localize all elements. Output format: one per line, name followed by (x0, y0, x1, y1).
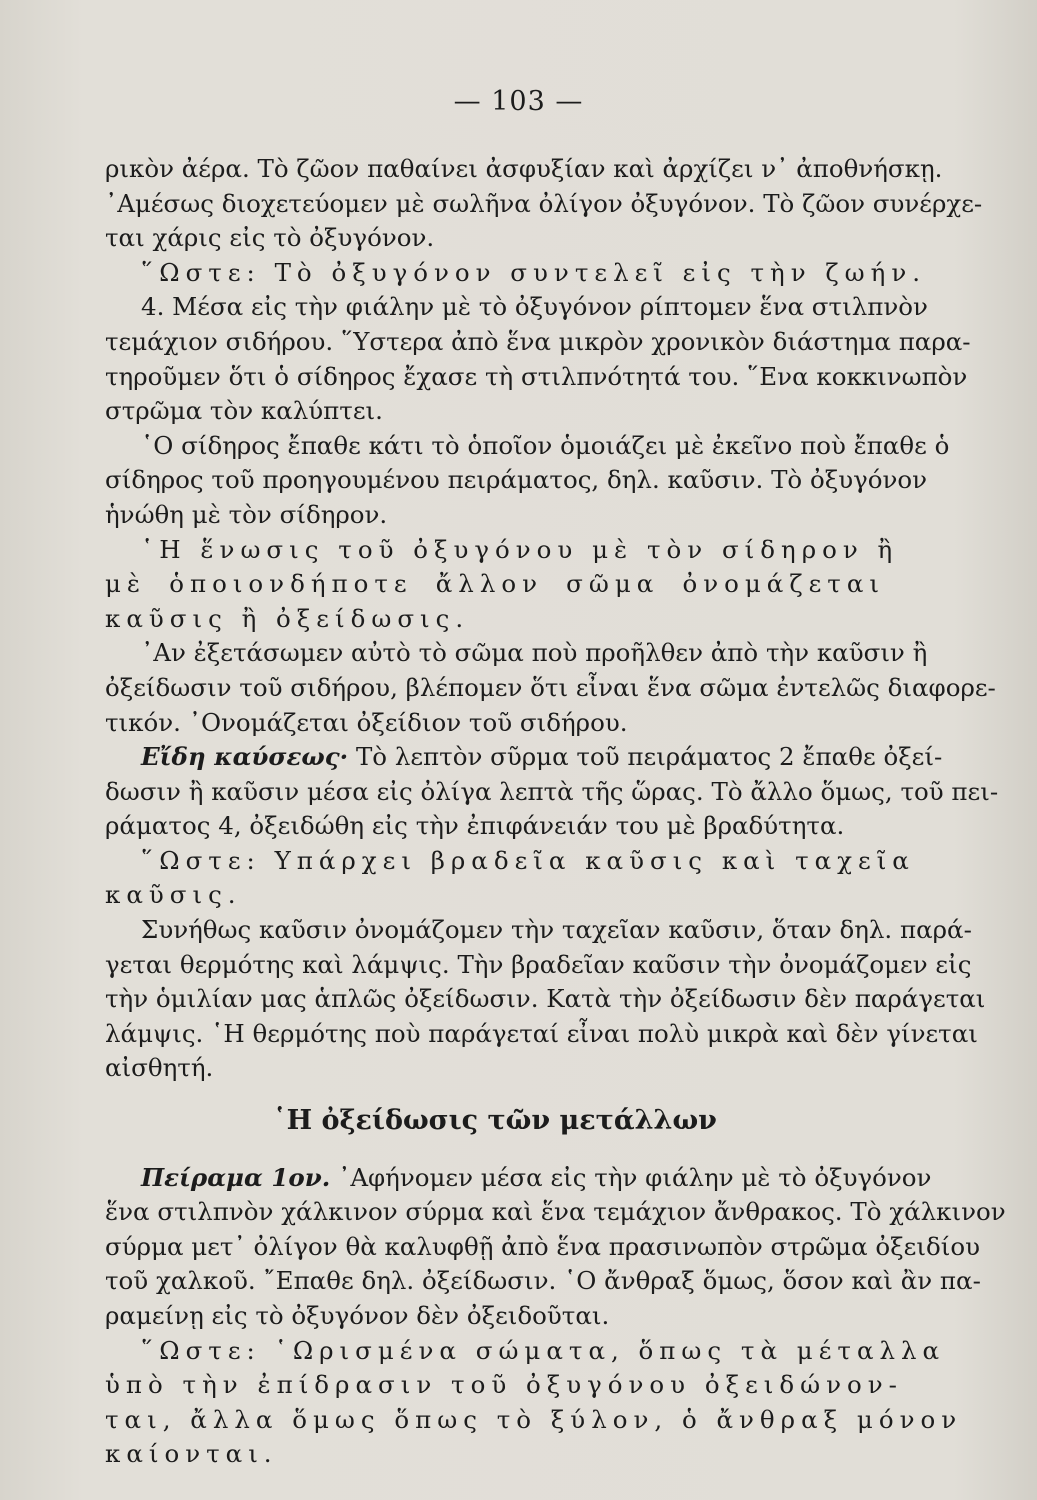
text-line: ῾Ο σίδηρος ἔπαθε κάτι τὸ ὁποῖον ὁμοιάζει μὲ ἐκεῖνο ποὺ ἔπαθε ὁ (141, 430, 950, 460)
text-line: ἡνώθη μὲ τὸν σίδηρον. (105, 499, 388, 529)
text-line: ὑπὸ τὴν ἐπίδρασιν τοῦ ὀξυγόνου ὀξειδώνον- (105, 1370, 903, 1400)
text-line: ράματος 4, ὀξειδώθη εἰς τὴν ἐπιφάνειάν του μὲ βραδύτητα. (105, 811, 845, 841)
text-line: ται, ἄλλα ὅμως ὅπως τὸ ξύλον, ὁ ἄνθραξ μόνον (105, 1404, 963, 1434)
text-line: 4. Μέσα εἰς τὴν φιάλην μὲ τὸ ὀξυγόνον ρίπτομεν ἕνα στιλπνὸν (141, 292, 928, 322)
body-text (105, 152, 1006, 1472)
text-line: ἕνα στιλπνὸν χάλκινον σύρμα καὶ ἕνα τεμάχιον ἄνθρακος. Τὸ χάλκινον (105, 1197, 1006, 1227)
text-line: ῞Ωστε: Τὸ ὀξυγόνον συντελεῖ εἰς τὴν ζωήν. (141, 257, 927, 287)
text-line: τεμάχιον σιδήρου. ῞Υστερα ἀπὸ ἕνα μικρὸν χρονικὸν διάστημα παρα- (105, 326, 971, 356)
text-line: σύρμα μετ᾽ ὀλίγον θὰ καλυφθῇ ἀπὸ ἕνα πρασινωπὸν στρῶμα ὀξειδίου (105, 1231, 980, 1261)
text-line: ᾽Αν ἐξετάσωμεν αὐτὸ τὸ σῶμα ποὺ προῆλθεν ἀπὸ τὴν καῦσιν ἢ (141, 638, 928, 668)
text-line: Εἴδη καύσεως· Τὸ λεπτὸν σῦρμα τοῦ πειράματος 2 ἔπαθε ὀξεί- (141, 742, 943, 772)
text-line: καῦσις ἢ ὀξείδωσις. (105, 603, 470, 633)
text-line: τοῦ χαλκοῦ. ῎Επαθε δηλ. ὀξείδωσιν. ῾Ο ἄνθραξ ὅμως, ὅσον καὶ ἂν πα- (105, 1266, 981, 1296)
text-line: τηροῦμεν ὅτι ὁ σίδηρος ἔχασε τὴ στιλπνότητά του. ῞Ενα κοκκινωπὸν (105, 361, 968, 391)
text-line: καίονται. (105, 1439, 278, 1469)
text-line: ῾Η ἕνωσις τοῦ ὀξυγόνου μὲ τὸν σίδηρον ἢ (141, 534, 899, 564)
text-line: λάμψις. ῾Η θερμότης ποὺ παράγεταί εἶναι πολὺ μικρὰ καὶ δὲν γίνεται (105, 1018, 978, 1048)
text-line: ραμείνῃ εἰς τὸ ὀξυγόνον δὲν ὀξειδοῦται. (105, 1301, 610, 1330)
text-line: δωσιν ἢ καῦσιν μέσα εἰς ὀλίγα λεπτὰ τῆς ὥρας. Τὸ ἄλλο ὅμως, τοῦ πει- (105, 776, 999, 806)
text-line: ῞Ωστε: Υπάρχει βραδεῖα καῦσις καὶ ταχεῖα (141, 845, 915, 875)
section-heading: ῾Η ὀξείδωσις τῶν μετάλλων (273, 1105, 717, 1137)
text-line: Συνήθως καῦσιν ὀνομάζομεν τὴν ταχεῖαν καῦσιν, ὅταν δηλ. παρά- (141, 915, 972, 945)
text-line: γεται θερμότης καὶ λάμψις. Τὴν βραδεῖαν καῦσιν τὴν ὀνομάζομεν εἰς (105, 949, 972, 979)
text-line: καῦσις. (105, 880, 242, 910)
text-line: αἰσθητή. (105, 1053, 214, 1083)
text-line: ὀξείδωσιν τοῦ σιδήρου, βλέπομεν ὅτι εἶναι ἕνα σῶμα ἐντελῶς διαφορε- (105, 672, 996, 702)
section-label-types-of-combustion: Εἴδη καύσεως· (141, 742, 349, 772)
text-line: ᾽Αμέσως διοχετεύομεν μὲ σωλῆνα ὀλίγον ὀξυγόνον. Τὸ ζῶον συνέρχε- (105, 188, 983, 218)
text-line: ῞Ωστε: ῾Ωρισμένα σώματα, ὅπως τὰ μέταλλα (141, 1335, 946, 1365)
page-number: — 103 — (453, 86, 584, 117)
text-line: τικόν. ᾽Ονομάζεται ὀξείδιον τοῦ σιδήρου. (105, 707, 628, 737)
experiment-label: Πείραμα 1ον. (141, 1162, 331, 1192)
text-line: μὲ ὁποιονδήποτε ἄλλον σῶμα ὀνομάζεται (105, 569, 885, 599)
text-line: ρικὸν ἀέρα. Τὸ ζῶον παθαίνει ἀσφυξίαν καὶ ἀρχίζει ν᾽ ἀποθνήσκῃ. (105, 154, 943, 183)
text-line: ται χάρις εἰς τὸ ὀξυγόνον. (105, 223, 435, 253)
text-line: σίδηρος τοῦ προηγουμένου πειράματος, δηλ. καῦσιν. Τὸ ὀξυγόνον (105, 465, 928, 495)
text-line: Πείραμα 1ον. ᾽Αφήνομεν μέσα εἰς τὴν φιάλην μὲ τὸ ὀξυγόνον (141, 1162, 932, 1192)
text-line: τὴν ὁμιλίαν μας ἁπλῶς ὀξείδωσιν. Κατὰ τὴν ὀξείδωσιν δὲν παράγεται (105, 984, 986, 1014)
text-line: στρῶμα τὸν καλύπτει. (105, 396, 383, 426)
